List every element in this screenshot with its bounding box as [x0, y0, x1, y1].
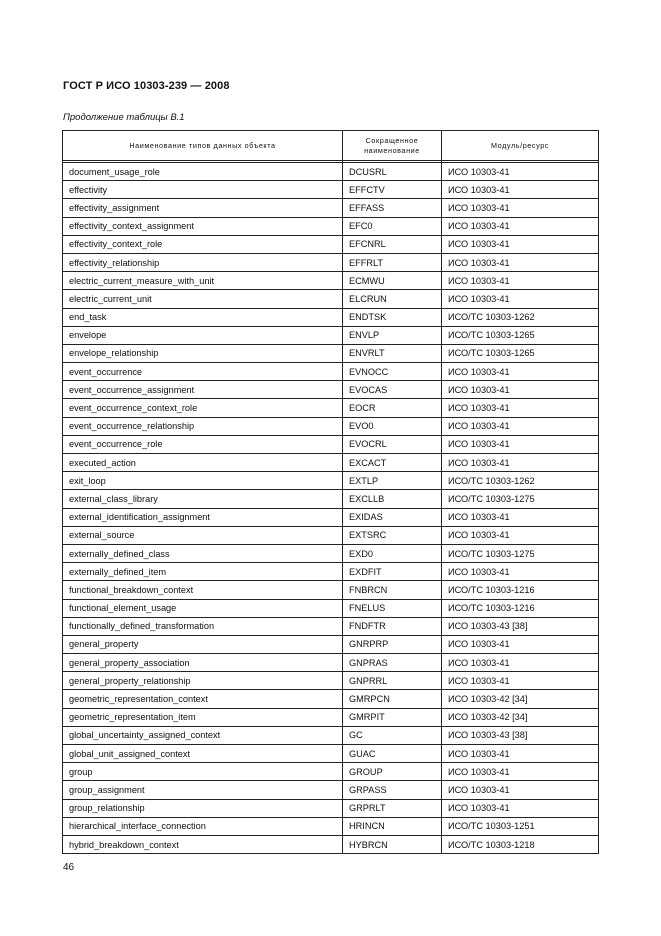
table-row: [63, 835, 599, 853]
short-name-cell: GRPASS: [343, 781, 442, 799]
module-cell: ИСО 10303-41: [442, 272, 599, 290]
entity-name-cell: functionally_defined_transformation: [63, 617, 343, 635]
entity-name-cell: executed_action: [63, 454, 343, 472]
short-name-cell: GMRPCN: [343, 690, 442, 708]
table-row: [63, 781, 599, 799]
short-name-cell: HRINCN: [343, 817, 442, 835]
entity-name-cell: event_occurrence: [63, 363, 343, 381]
entity-name-cell: effectivity_context_role: [63, 235, 343, 253]
table-row: [63, 399, 599, 417]
entity-name-cell: group_relationship: [63, 799, 343, 817]
short-name-cell: GRPRLT: [343, 799, 442, 817]
module-cell: ИСО 10303-41: [442, 508, 599, 526]
short-name-cell: EVO0: [343, 417, 442, 435]
short-name-cell: DCUSRL: [343, 163, 442, 181]
table-row: [63, 181, 599, 199]
short-name-cell: HYBRCN: [343, 835, 442, 853]
entity-name-cell: general_property: [63, 635, 343, 653]
entity-name-cell: general_property_association: [63, 654, 343, 672]
table-row: [63, 363, 599, 381]
table-row: [63, 253, 599, 271]
entity-name-cell: group_assignment: [63, 781, 343, 799]
table-row: [63, 817, 599, 835]
short-name-cell: GNRPRP: [343, 635, 442, 653]
table-row: [63, 199, 599, 217]
short-name-cell: GMRPIT: [343, 708, 442, 726]
short-name-cell: EOCR: [343, 399, 442, 417]
short-name-cell: EXCLLB: [343, 490, 442, 508]
short-name-cell: EXCACT: [343, 454, 442, 472]
module-cell: ИСО 10303-41: [442, 399, 599, 417]
table-row: [63, 217, 599, 235]
module-cell: ИСО/ТС 10303-1275: [442, 490, 599, 508]
module-cell: ИСО 10303-41: [442, 781, 599, 799]
module-cell: ИСО 10303-41: [442, 163, 599, 181]
module-cell: ИСО 10303-41: [442, 199, 599, 217]
entity-name-cell: global_uncertainty_assigned_context: [63, 726, 343, 744]
entity-name-cell: externally_defined_item: [63, 563, 343, 581]
table-row: [63, 435, 599, 453]
short-name-cell: ENVLP: [343, 326, 442, 344]
entity-name-cell: external_class_library: [63, 490, 343, 508]
entity-name-cell: external_source: [63, 526, 343, 544]
module-cell: ИСО 10303-41: [442, 181, 599, 199]
short-name-cell: GUAC: [343, 745, 442, 763]
table-row: [63, 344, 599, 362]
entity-name-cell: effectivity_assignment: [63, 199, 343, 217]
table-row: [63, 163, 599, 181]
short-name-cell: ECMWU: [343, 272, 442, 290]
table-row: [63, 617, 599, 635]
page-number: 46: [63, 862, 75, 873]
table-row: [63, 763, 599, 781]
table-row: [63, 726, 599, 744]
short-name-cell: EXIDAS: [343, 508, 442, 526]
table-row: [63, 672, 599, 690]
table-row: [63, 290, 599, 308]
entity-name-cell: envelope: [63, 326, 343, 344]
module-cell: ИСО/ТС 10303-1265: [442, 326, 599, 344]
table-row: [63, 381, 599, 399]
table-row: [63, 799, 599, 817]
short-name-cell: ENVRLT: [343, 344, 442, 362]
table-row: [63, 690, 599, 708]
short-name-cell: EFFCTV: [343, 181, 442, 199]
module-cell: ИСО 10303-43 [38]: [442, 726, 599, 744]
module-cell: ИСО 10303-41: [442, 363, 599, 381]
module-cell: ИСО 10303-41: [442, 799, 599, 817]
module-cell: ИСО 10303-41: [442, 672, 599, 690]
module-cell: ИСО/ТС 10303-1218: [442, 835, 599, 853]
entity-name-cell: event_occurrence_assignment: [63, 381, 343, 399]
table-row: [63, 490, 599, 508]
short-name-cell: EXD0: [343, 544, 442, 562]
short-name-cell: EVOCRL: [343, 435, 442, 453]
module-cell: ИСО 10303-41: [442, 381, 599, 399]
table-row: [63, 708, 599, 726]
entity-name-cell: end_task: [63, 308, 343, 326]
module-cell: ИСО/ТС 10303-1251: [442, 817, 599, 835]
module-cell: ИСО 10303-41: [442, 417, 599, 435]
short-name-cell: EFC0: [343, 217, 442, 235]
short-name-cell: EXTSRC: [343, 526, 442, 544]
entity-name-cell: global_unit_assigned_context: [63, 745, 343, 763]
entity-name-cell: exit_loop: [63, 472, 343, 490]
table-row: [63, 235, 599, 253]
short-name-cell: EXTLP: [343, 472, 442, 490]
short-name-cell: EFCNRL: [343, 235, 442, 253]
short-name-cell: FNDFTR: [343, 617, 442, 635]
table-row: [63, 417, 599, 435]
table-row: [63, 454, 599, 472]
table-row: [63, 472, 599, 490]
short-name-cell: EXDFIT: [343, 563, 442, 581]
module-cell: ИСО/ТС 10303-1265: [442, 344, 599, 362]
entity-name-cell: event_occurrence_context_role: [63, 399, 343, 417]
short-name-cell: GC: [343, 726, 442, 744]
entity-name-cell: group: [63, 763, 343, 781]
short-name-cell: GNPRRL: [343, 672, 442, 690]
module-cell: ИСО/ТС 10303-1216: [442, 581, 599, 599]
entity-name-cell: general_property_relationship: [63, 672, 343, 690]
column-header-module: Модуль/ресурс: [442, 131, 599, 161]
table-row: [63, 508, 599, 526]
module-cell: ИСО/ТС 10303-1262: [442, 472, 599, 490]
module-cell: ИСО 10303-42 [34]: [442, 708, 599, 726]
module-cell: ИСО 10303-41: [442, 435, 599, 453]
table-row: [63, 599, 599, 617]
entity-name-cell: document_usage_role: [63, 163, 343, 181]
module-cell: ИСО 10303-41: [442, 253, 599, 271]
module-cell: ИСО 10303-41: [442, 763, 599, 781]
module-cell: ИСО 10303-42 [34]: [442, 690, 599, 708]
module-cell: ИСО/ТС 10303-1262: [442, 308, 599, 326]
entity-name-cell: hybrid_breakdown_context: [63, 835, 343, 853]
short-name-cell: ENDTSK: [343, 308, 442, 326]
module-cell: ИСО 10303-41: [442, 235, 599, 253]
table-row: [63, 635, 599, 653]
module-cell: ИСО 10303-41: [442, 635, 599, 653]
short-name-cell: EVOCAS: [343, 381, 442, 399]
entity-table: [62, 130, 599, 854]
table-body: [63, 163, 599, 854]
entity-name-cell: electric_current_measure_with_unit: [63, 272, 343, 290]
short-name-cell: FNELUS: [343, 599, 442, 617]
short-name-cell: EFFRLT: [343, 253, 442, 271]
column-header-short-name: Сокращенное наименование: [343, 131, 442, 161]
entity-name-cell: geometric_representation_item: [63, 708, 343, 726]
short-name-cell: GROUP: [343, 763, 442, 781]
table-row: [63, 272, 599, 290]
table-continuation-label: Продолжение таблицы В.1: [63, 112, 185, 123]
module-cell: ИСО/ТС 10303-1275: [442, 544, 599, 562]
entity-name-cell: external_identification_assignment: [63, 508, 343, 526]
table-row: [63, 563, 599, 581]
entity-name-cell: functional_element_usage: [63, 599, 343, 617]
table-header-row: [63, 131, 599, 161]
entity-name-cell: event_occurrence_role: [63, 435, 343, 453]
module-cell: ИСО 10303-41: [442, 526, 599, 544]
module-cell: ИСО 10303-41: [442, 290, 599, 308]
table-row: [63, 526, 599, 544]
entity-name-cell: effectivity_relationship: [63, 253, 343, 271]
table-row: [63, 544, 599, 562]
short-name-cell: FNBRCN: [343, 581, 442, 599]
entity-name-cell: functional_breakdown_context: [63, 581, 343, 599]
entity-name-cell: electric_current_unit: [63, 290, 343, 308]
document-title: ГОСТ Р ИСО 10303-239 — 2008: [63, 80, 230, 92]
short-name-cell: GNPRAS: [343, 654, 442, 672]
module-cell: ИСО 10303-41: [442, 654, 599, 672]
module-cell: ИСО/ТС 10303-1216: [442, 599, 599, 617]
short-name-cell: EFFASS: [343, 199, 442, 217]
entity-name-cell: effectivity_context_assignment: [63, 217, 343, 235]
entity-name-cell: effectivity: [63, 181, 343, 199]
short-name-cell: ELCRUN: [343, 290, 442, 308]
entity-name-cell: externally_defined_class: [63, 544, 343, 562]
table-row: [63, 654, 599, 672]
module-cell: ИСО 10303-41: [442, 454, 599, 472]
entity-name-cell: geometric_representation_context: [63, 690, 343, 708]
module-cell: ИСО 10303-41: [442, 217, 599, 235]
table-row: [63, 745, 599, 763]
table-row: [63, 326, 599, 344]
module-cell: ИСО 10303-41: [442, 745, 599, 763]
table-row: [63, 308, 599, 326]
column-header-entity-name: Наименование типов данных объекта: [63, 131, 343, 161]
entity-name-cell: event_occurrence_relationship: [63, 417, 343, 435]
module-cell: ИСО 10303-41: [442, 563, 599, 581]
short-name-cell: EVNOCC: [343, 363, 442, 381]
table-row: [63, 581, 599, 599]
entity-name-cell: envelope_relationship: [63, 344, 343, 362]
entity-name-cell: hierarchical_interface_connection: [63, 817, 343, 835]
module-cell: ИСО 10303-43 [38]: [442, 617, 599, 635]
